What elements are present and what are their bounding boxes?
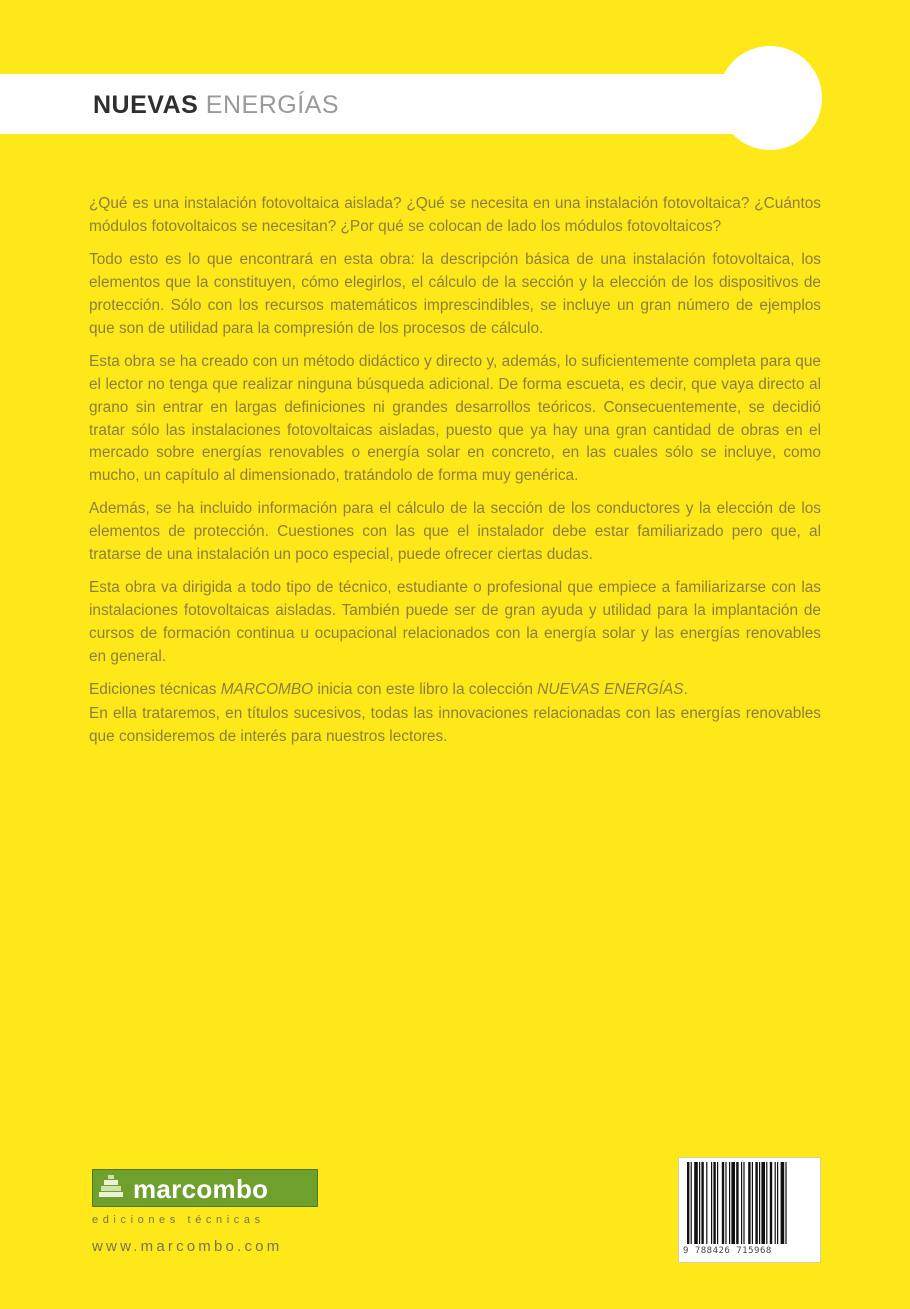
paragraph-collection: [89, 679, 821, 702]
barcode-bar: [785, 1162, 786, 1244]
barcode-bar: [731, 1162, 735, 1244]
publisher-logo: [92, 1169, 318, 1207]
collection-middle: inicia con este libro la colección: [313, 681, 538, 699]
books-icon: [97, 1174, 125, 1202]
collection-prefix: Ediciones técnicas: [89, 681, 221, 699]
series-title-word1: NUEVAS: [93, 91, 199, 119]
barcode-bar: [775, 1162, 776, 1244]
barcode-bar: [725, 1162, 726, 1244]
series-title-word2: ENERGÍAS: [205, 91, 339, 119]
publisher-url: www.marcombo.com: [92, 1238, 283, 1255]
barcode-bar: [741, 1162, 742, 1244]
publisher-tagline: ediciones técnicas: [92, 1214, 265, 1226]
collection-suffix: .: [683, 681, 688, 699]
paragraph-audience: Esta obra va dirigida a todo tipo de técnico, estudiante o profesional que empiece a familiarizarse con las instalaciones fotovoltaicas aisladas. También puede ser de gran ayuda y utilidad para la implantación de cursos de formación continua u ocupacional relacionados con la energía solar y las energías renovables en general.: [89, 579, 821, 666]
barcode-bar: [717, 1162, 718, 1244]
collection-name: NUEVAS ENERGÍAS: [537, 681, 684, 699]
barcode-bar: [701, 1162, 703, 1244]
paragraph-method: Esta obra se ha creado con un método didáctico y directo y, además, lo suficientemente completa para que el lector no tenga que realizar ninguna búsqueda adicional. De forma escueta, es decir, que vaya directo al grano sin entrar en largas definiciones ni grandes desarrollos teóricos. Consecuentemente, se decidió tratar sólo las instalaciones fotovoltaicas aisladas, puesto que ya hay una gran cantidad de obras en el mercado sobre energías renovables o energía solar en concreto, en las cuales sólo se incluye, como mucho, un capítulo al dimensionado, tratándolo de forma muy genérica.: [89, 352, 821, 485]
paragraph-additions: Además, se ha incluido información para el cálculo de la sección de los conductores y la elección de los elementos de protección. Cuestiones con las que el instalador debe estar familiarizado pero que, al tratarse de una instalación un poco especial, puede ofrecer ciertas dudas.: [89, 500, 821, 564]
barcode-bar: [752, 1162, 753, 1244]
paragraph-contents: Todo esto es lo que encontrará en esta obra: la descripción básica de una instalación fotovoltaica, los elementos que la constituyen, cómo elegirlos, el cálculo de la sección y la elección de los dispositivos de protección. Sólo con los recursos matemáticos imprescindibles, se incluye un gran número de ejemplos que son de utilidad para la compresión de los procesos de cálculo.: [89, 251, 821, 337]
barcode-bar: [736, 1162, 738, 1244]
publisher-name: marcombo: [133, 1174, 269, 1204]
barcode-bar: [777, 1162, 778, 1244]
barcode-bar: [722, 1162, 724, 1244]
header-band-circle: [718, 46, 822, 150]
paragraph-future: En ella trataremos, en títulos sucesivos, todas las innovaciones relacionadas con las energías renovables que consideremos de interés para nuestros lectores.: [89, 705, 821, 745]
barcode-bar: [687, 1162, 689, 1244]
paragraph-questions: ¿Qué es una instalación fotovoltaica aislada? ¿Qué se necesita en una instalación fotovoltaica? ¿Cuántos módulos fotovoltaicos se necesitan? ¿Por qué se colocan de lado los módulos fotovoltaicos?: [89, 195, 821, 235]
barcode-bar: [711, 1162, 712, 1244]
collection-brand: MARCOMBO: [220, 681, 314, 699]
barcode-bar: [766, 1162, 767, 1244]
barcode-number: 9 788426 715968: [683, 1246, 772, 1256]
barcode: [678, 1157, 821, 1263]
barcode-bar: [759, 1162, 760, 1244]
barcode-bar: [748, 1162, 750, 1244]
barcode-bar: [713, 1162, 715, 1244]
barcode-bar: [761, 1162, 765, 1244]
barcode-bar: [743, 1162, 744, 1244]
barcode-bars: [687, 1162, 814, 1244]
barcode-bar: [770, 1162, 772, 1244]
barcode-bar: [729, 1162, 730, 1244]
barcode-bar: [755, 1162, 757, 1244]
back-cover-text: [89, 193, 821, 759]
barcode-bar: [699, 1162, 700, 1244]
series-title: [93, 90, 339, 120]
barcode-bar: [706, 1162, 707, 1244]
barcode-bar: [694, 1162, 698, 1244]
barcode-bar: [781, 1162, 785, 1244]
barcode-bar: [691, 1162, 692, 1244]
